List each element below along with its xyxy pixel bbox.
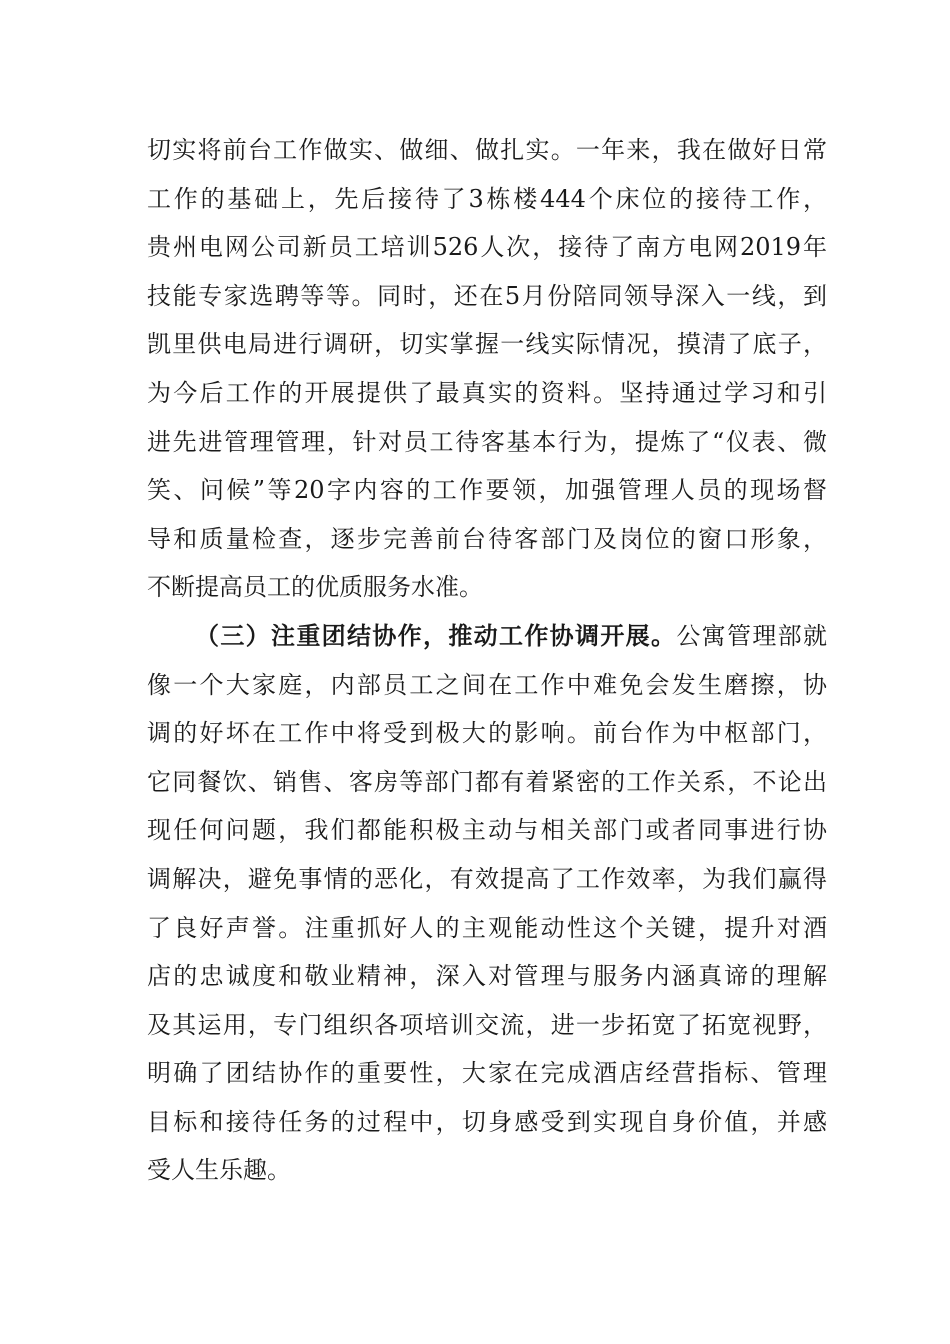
paragraph-line: 技能专家选聘等等。同时，还在5月份陪同领导深入一线，到	[147, 281, 827, 310]
paragraph-line: 切实将前台工作做实、做细、做扎实。一年来，我在做好日常	[147, 136, 827, 164]
paragraph-line: 目标和接待任务的过程中，切身感受到实现自身价值，并感	[147, 1107, 827, 1136]
paragraph-line: 像一个大家庭，内部员工之间在工作中难免会发生磨擦，协	[147, 670, 827, 699]
paragraph-line: 现任何问题，我们都能积极主动与相关部门或者同事进行协	[147, 816, 827, 845]
paragraph-line: 受人生乐趣。	[147, 1156, 291, 1185]
paragraph-line: 它同餐饮、销售、客房等部门都有着紧密的工作关系，不论出	[147, 767, 827, 796]
body-text	[147, 126, 827, 1195]
paragraph-line: 凯里供电局进行调研，切实掌握一线实际情况，摸清了底子，	[147, 330, 827, 359]
paragraph-line: 了良好声誉。注重抓好人的主观能动性这个关键，提升对酒	[147, 913, 827, 942]
paragraph-line: 工作的基础上，先后接待了3栋楼444个床位的接待工作，	[147, 184, 827, 213]
paragraph-line: 调解决，避免事情的恶化，有效提高了工作效率，为我们赢得	[147, 864, 827, 893]
paragraph-line: 店的忠诚度和敬业精神，深入对管理与服务内涵真谛的理解	[147, 962, 827, 991]
paragraph-line: 导和质量检查，逐步完善前台待客部门及岗位的窗口形象，	[147, 524, 827, 553]
paragraph-line: 不断提高员工的优质服务水准。	[147, 573, 483, 602]
paragraph-line: 为今后工作的开展提供了最真实的资料。坚持通过学习和引	[147, 378, 827, 407]
paragraph-line: 笑、问候”等20字内容的工作要领，加强管理人员的现场督	[147, 476, 827, 505]
paragraph-line: 贵州电网公司新员工培训526人次，接待了南方电网2019年	[147, 233, 827, 262]
paragraph-line: 调的好坏在工作中将受到极大的影响。前台作为中枢部门，	[147, 719, 827, 748]
paragraph-line-rest: 公寓管理部就	[676, 621, 827, 650]
section-heading-line	[147, 612, 827, 661]
paragraph-line: 及其运用，专门组织各项培训交流，进一步拓宽了拓宽视野，	[147, 1010, 827, 1039]
section-heading: （三）注重团结协作，推动工作协调开展。	[195, 620, 677, 650]
paragraph-line: 进先进管理管理，针对员工待客基本行为，提炼了“仪表、微	[147, 427, 827, 456]
paragraph-line: 明确了团结协作的重要性，大家在完成酒店经营指标、管理	[147, 1059, 827, 1088]
